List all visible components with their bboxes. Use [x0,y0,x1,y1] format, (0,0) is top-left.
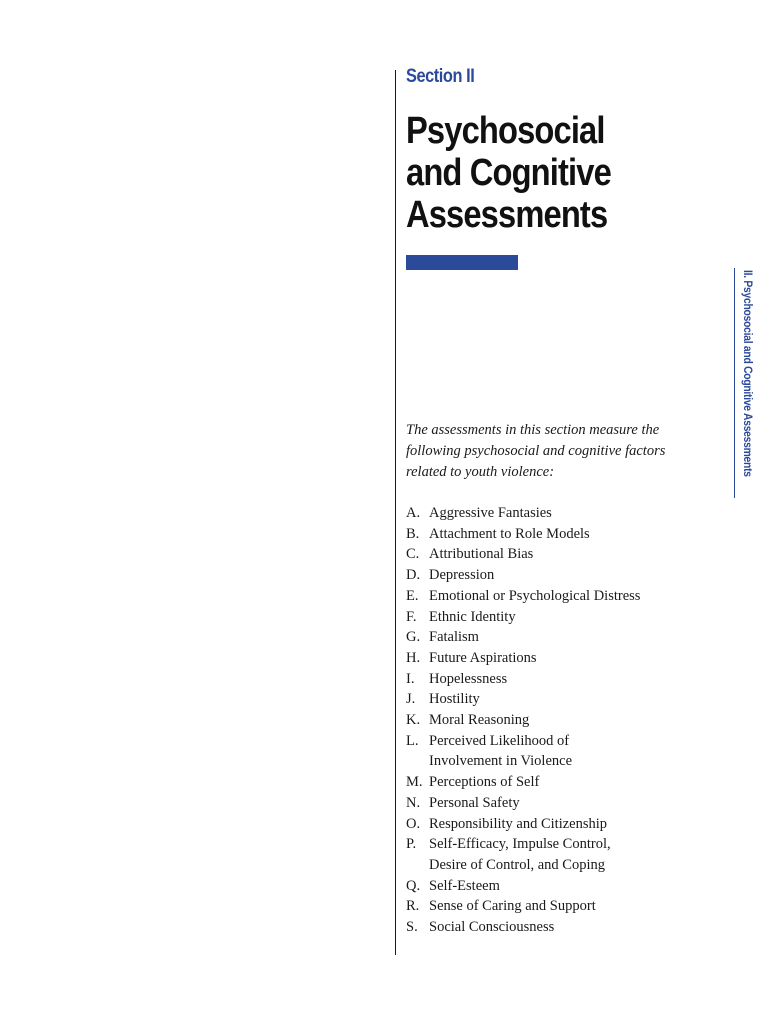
factor-letter: J. [406,691,416,708]
factor-item [406,772,640,793]
factor-item [406,793,640,814]
factor-text: Future Aspirations [429,649,537,666]
factor-letter: D. [406,567,421,584]
factor-text: Sense of Caring and Support [429,898,596,915]
factor-item [406,669,640,690]
factor-letter: K. [406,712,421,729]
intro-paragraph: The assessments in this section measure the following psychosocial and cognitive factors related to youth violence: [406,422,666,480]
page-title [406,110,611,236]
section-label: Section II [406,66,475,87]
factor-item [406,814,640,835]
factor-item [406,607,640,628]
factor-letter: B. [406,525,420,542]
vertical-divider [395,70,396,955]
side-tab-rule [734,268,735,498]
factor-item [406,917,640,938]
factor-item [406,710,640,731]
factor-letter: M. [406,774,423,791]
factor-item [406,586,640,607]
factor-text: Ethnic Identity [429,608,516,625]
factor-text: Moral Reasoning [429,712,530,729]
factor-text: Responsibility and Citizenship [429,815,608,832]
factor-letter: N. [406,794,421,811]
factor-text: Attributional Bias [429,546,534,563]
factor-text: Perceived Likelihood of Involvement in Violence [429,732,573,770]
factor-letter: F. [406,608,417,625]
factor-item [406,544,640,565]
factor-item [406,689,640,710]
factor-item [406,731,640,772]
factor-text: Attachment to Role Models [429,525,590,542]
factor-letter: H. [406,649,421,666]
factor-letter: R. [406,898,420,915]
factor-letter: P. [406,836,417,853]
factor-letter: G. [406,629,421,646]
factor-item [406,896,640,917]
factor-letter: E. [406,587,419,604]
factor-text: Aggressive Fantasies [429,505,552,521]
factor-item [406,834,640,875]
page-title-line-1: Psychosocial [406,110,605,152]
factor-letter: O. [406,815,421,832]
factor-letter: S. [406,919,418,936]
factor-text: Perceptions of Self [429,774,540,791]
factor-letter: I. [406,670,415,687]
factor-text: Hostility [429,691,480,708]
factor-letter: Q. [406,877,421,894]
factor-item [406,876,640,897]
factor-letter: C. [406,546,420,563]
factor-list [406,503,640,938]
factor-item [406,648,640,669]
factor-letter: A. [406,505,421,521]
side-tab-label: II. Psychosocial and Cognitive Assessments [741,270,755,477]
title-accent-bar [406,255,518,270]
factor-text: Emotional or Psychological Distress [429,587,641,604]
factor-text: Hopelessness [429,670,508,687]
factor-item [406,565,640,586]
factor-item [406,503,640,524]
factor-text: Self-Efficacy, Impulse Control, Desire of Control, and Coping [429,836,611,873]
factor-text: Social Consciousness [429,919,555,936]
page-title-line-3: Assessments [406,194,608,236]
page-title-line-2: and Cognitive [406,152,611,194]
factor-text: Fatalism [429,629,479,646]
factor-text: Depression [429,567,495,584]
factor-item [406,627,640,648]
factor-text: Self-Esteem [429,877,500,894]
factor-letter: L. [406,732,419,749]
factor-item [406,524,640,545]
factor-text: Personal Safety [429,794,520,811]
